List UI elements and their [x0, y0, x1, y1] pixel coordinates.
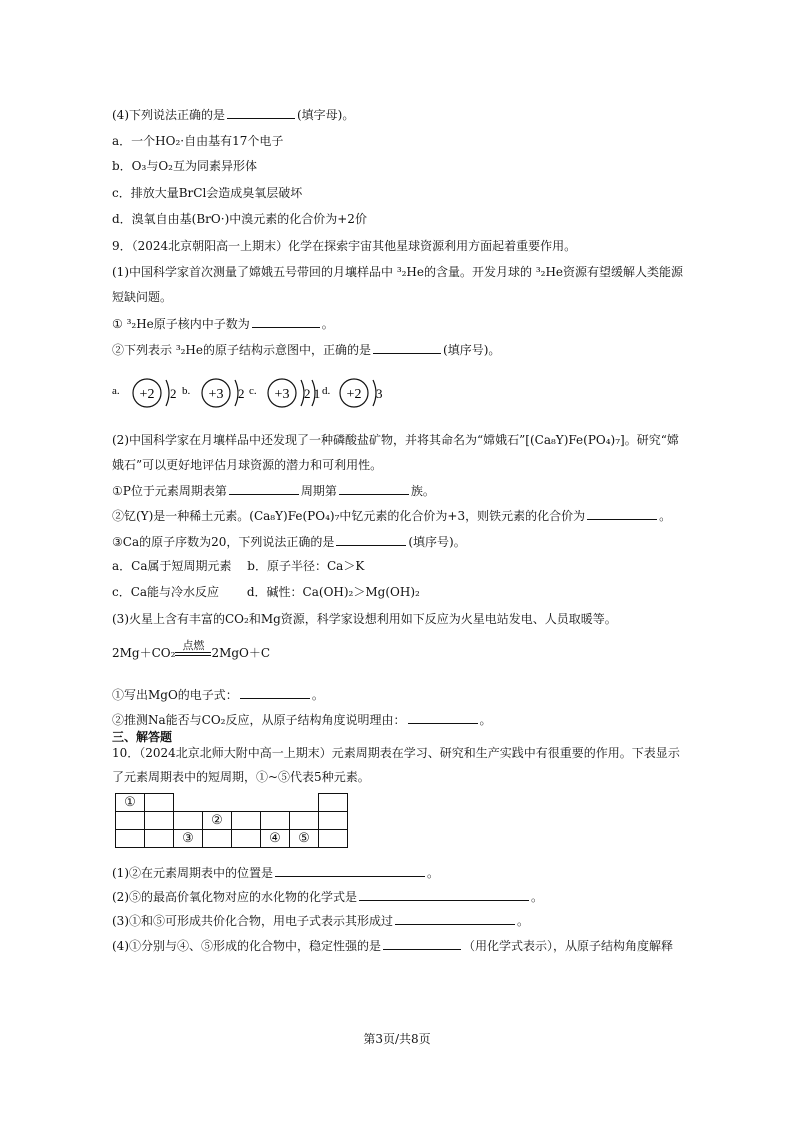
- shell-electrons: 3: [376, 386, 383, 401]
- table-cell: [319, 812, 348, 830]
- option-a: a．一个HO₂·自由基有17个电子: [112, 134, 284, 148]
- nucleus-charge: +2: [139, 387, 155, 402]
- atom-option-a[interactable]: [112, 379, 177, 407]
- table-row: [116, 830, 348, 848]
- table-cell: [319, 794, 348, 812]
- q9-p2-b: ②钇(Y)是一种稀土元素。(Ca₈Y)Fe(PO₄)₇中钇元素的化合价为+3，则铁元素的化合价为 。: [112, 509, 672, 523]
- shell-electrons: 2 1: [304, 386, 321, 401]
- equation-left: 2Mg＋CO₂: [112, 646, 176, 660]
- table-cell: ②: [203, 812, 232, 830]
- q8-part4: (4)下列说法正确的是 (填字母)。: [112, 108, 355, 122]
- electron-shell: [166, 380, 169, 406]
- atom-option-d[interactable]: [322, 379, 383, 407]
- q9-p1-a: ① ³₂He原子核内中子数为 。: [112, 317, 334, 331]
- q9-p2-line1: (2)中国科学家在月壤样品中还发现了一种磷酸盐矿物，并将其命名为“嫦娥石”[(Ca₈Y)Fe(PO₄)₇]。研究“嫦: [112, 433, 679, 447]
- answer-blank[interactable]: [395, 912, 515, 925]
- table-cell: [203, 830, 232, 848]
- reaction-arrow: [175, 640, 211, 661]
- answer-blank[interactable]: [339, 482, 409, 495]
- table-cell: [232, 812, 261, 830]
- answer-blank[interactable]: [240, 686, 310, 699]
- atom-label: a.: [112, 385, 120, 397]
- q10-stem-line2: 了元素周期表中的短周期，①~⑤代表5种元素。: [112, 770, 370, 784]
- option-c: c．排放大量BrCl会造成臭氧层破坏: [112, 186, 303, 200]
- table-cell: [261, 812, 290, 830]
- answer-blank[interactable]: [408, 711, 478, 724]
- reaction-condition: 点燃: [182, 639, 205, 652]
- q9-p2-a: ①P位于元素周期表第 周期第 族。: [112, 484, 435, 498]
- answer-blank[interactable]: [587, 507, 657, 520]
- table-gap: [232, 794, 261, 812]
- nucleus-charge: +3: [274, 387, 290, 402]
- option-b: b．O₃与O₂互为同素异形体: [112, 159, 257, 173]
- q10-sub3: (3)①和⑤可形成共价化合物，用电子式表示其形成过 。: [112, 914, 530, 928]
- atom-option-c[interactable]: [249, 379, 320, 407]
- q9-p1-b: ②下列表示 ³₂He的原子结构示意图中，正确的是 (填序号)。: [112, 343, 501, 357]
- atom-label: d.: [322, 385, 331, 397]
- periodic-table-grid: [115, 793, 348, 848]
- table-cell: ④: [261, 830, 290, 848]
- table-row: [116, 812, 348, 830]
- q9-p3-a: ①写出MgO的电子式： 。: [112, 688, 324, 702]
- table-cell: [116, 830, 145, 848]
- answer-blank[interactable]: [383, 937, 461, 950]
- option-d: d．溴氧自由基(BrO·)中溴元素的化合价为+2价: [112, 212, 367, 226]
- page-footer: 第3页/共8页: [363, 1032, 431, 1046]
- q9-p1-line2: 短缺问题。: [112, 290, 173, 304]
- answer-blank[interactable]: [373, 341, 441, 354]
- atom-label: b.: [182, 385, 191, 397]
- q10-sub2: (2)⑤的最高价氧化物对应的水化物的化学式是 。: [112, 890, 544, 904]
- table-cell: [174, 812, 203, 830]
- equation-right: 2MgO＋C: [211, 646, 271, 660]
- q9-p2-options-ab: a．Ca属于短周期元素 b．原子半径：Ca＞K: [112, 559, 365, 573]
- shell-electrons: 2: [238, 386, 245, 401]
- q10-sub4: (4)①分别与④、⑤形成的化合物中，稳定性强的是 （用化学式表示），从原子结构角度解释: [112, 939, 674, 953]
- q10-stem-line1: 10．（2024北京北师大附中高一上期末）元素周期表在学习、研究和生产实践中有很重要的作用。下表显示: [112, 746, 680, 760]
- table-cell: [232, 830, 261, 848]
- table-cell: ⑤: [290, 830, 319, 848]
- table-cell: [116, 812, 145, 830]
- table-gap: [290, 794, 319, 812]
- table-cell: [145, 812, 174, 830]
- q9-p2-line2: 娥石”可以更好地评估月球资源的潜力和可利用性。: [112, 458, 383, 472]
- table-cell: [319, 830, 348, 848]
- atom-structure-diagrams: [112, 374, 412, 414]
- equals-bar: [175, 652, 211, 656]
- q9-p3-line1: (3)火星上含有丰富的CO₂和Mg资源，科学家设想利用如下反应为火星电站发电、人员取暖等。: [112, 612, 617, 626]
- table-cell: ①: [116, 794, 145, 812]
- table-gap: [261, 794, 290, 812]
- reaction-equation: [112, 640, 270, 661]
- table-gap: [174, 794, 203, 812]
- section-heading: 三、解答题: [112, 730, 173, 744]
- answer-blank[interactable]: [229, 482, 299, 495]
- q9-p3-b: ②推测Na能否与CO₂反应，从原子结构角度说明理由： 。: [112, 713, 492, 727]
- answer-blank[interactable]: [227, 106, 295, 119]
- answer-blank[interactable]: [336, 533, 406, 546]
- q9-p2-c: ③Ca的原子序数为20，下列说法正确的是 (填序号)。: [112, 535, 466, 549]
- table-cell: [145, 794, 174, 812]
- table-cell: [290, 812, 319, 830]
- atom-label: c.: [249, 385, 257, 397]
- answer-blank[interactable]: [359, 888, 529, 901]
- atom-option-b[interactable]: [182, 379, 245, 407]
- table-row: [116, 794, 348, 812]
- nucleus-charge: +3: [208, 387, 224, 402]
- question-9-stem: 9．（2024北京朝阳高一上期末）化学在探索宇宙其他星球资源利用方面起着重要作用。: [112, 239, 577, 253]
- table-cell: [145, 830, 174, 848]
- q10-sub1: (1)②在元素周期表中的位置是 。: [112, 866, 440, 880]
- answer-blank[interactable]: [252, 315, 320, 328]
- nucleus-charge: +2: [346, 387, 362, 402]
- table-cell: ③: [174, 830, 203, 848]
- q9-p1-line1: (1)中国科学家首次测量了嫦娥五号带回的月壤样品中 ³₂He的含量。开发月球的 ³₂He资源有望缓解人类能源: [112, 265, 684, 279]
- q9-p2-options-cd: c．Ca能与冷水反应 d．碱性：Ca(OH)₂＞Mg(OH)₂: [112, 585, 420, 599]
- shell-electrons: 2: [170, 386, 177, 401]
- table-gap: [203, 794, 232, 812]
- answer-blank[interactable]: [275, 864, 425, 877]
